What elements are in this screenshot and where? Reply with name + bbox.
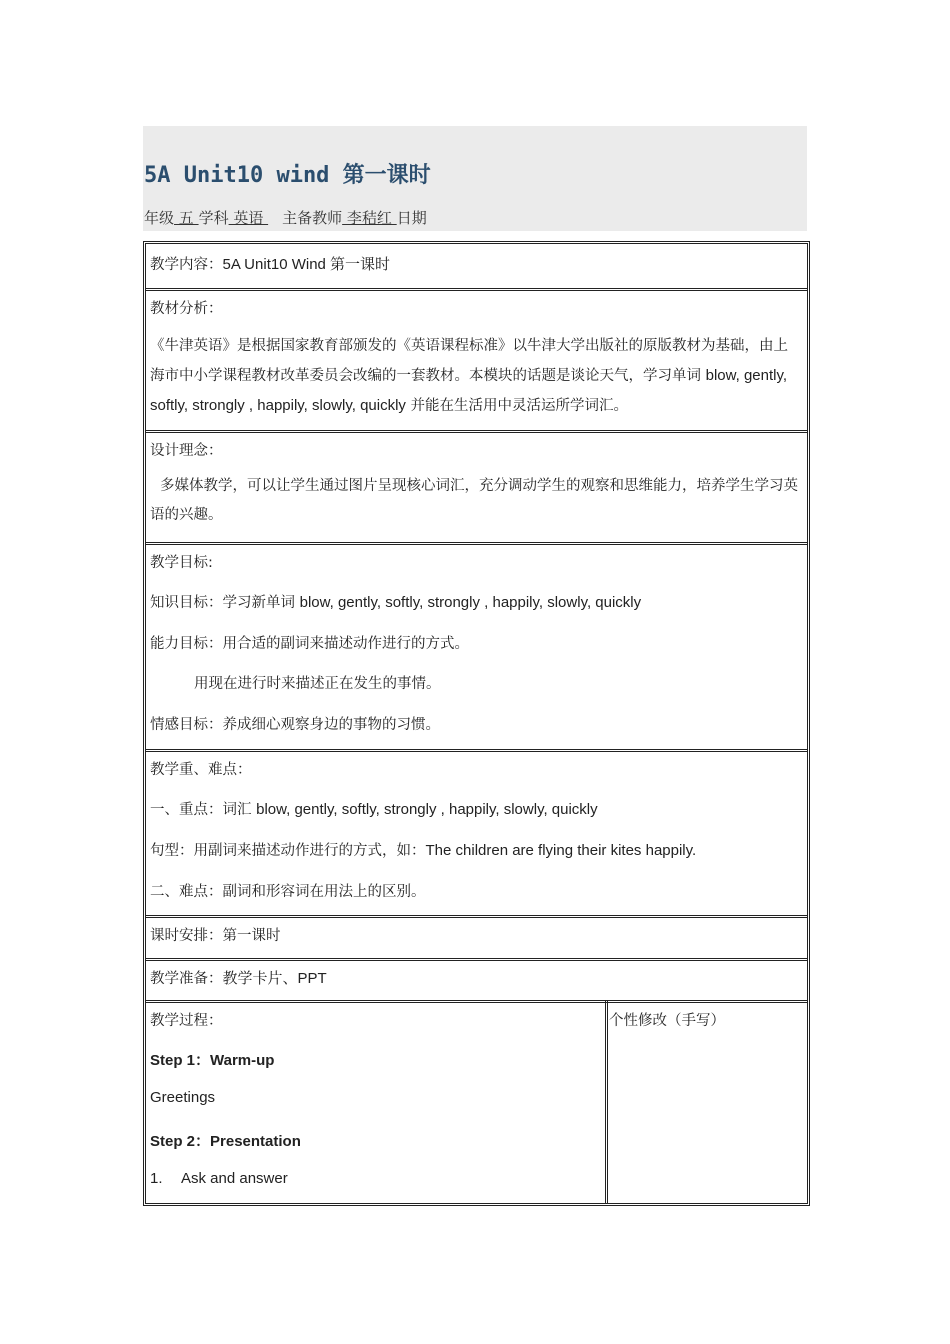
section-objectives <box>146 542 807 752</box>
section-key-points <box>146 749 807 918</box>
analysis-label: 教材分析： <box>150 301 223 317</box>
schedule-label: 课时安排： <box>150 928 223 944</box>
section-concept <box>146 430 807 545</box>
knowledge-goal <box>150 591 641 612</box>
objectives-label: 教学目标: <box>150 555 213 571</box>
section-schedule <box>146 915 807 961</box>
key-point-row <box>150 798 598 819</box>
list-item <box>150 1170 288 1187</box>
greetings-text: Greetings <box>150 1089 216 1106</box>
grade-value: 五 <box>174 209 199 227</box>
process-label: 教学过程： <box>150 1013 223 1029</box>
content-label: 教学内容： <box>150 257 223 273</box>
concept-label: 设计理念： <box>150 443 223 459</box>
pattern-example: The children are flying their kites happily. <box>425 842 697 859</box>
difficult-point: 二、难点：副词和形容词在用法上的区别。 <box>150 884 426 900</box>
column-divider <box>605 1000 608 1203</box>
knowledge-words: blow, gently, softly, strongly , happily, slowly, quickly <box>299 594 642 611</box>
teacher-value: 李秸红 <box>342 209 397 227</box>
subject-label: 学科 <box>198 209 229 227</box>
content-value: 5A Unit10 Wind 第一课时 <box>222 256 391 273</box>
knowledge-label: 知识目标：学习新单词 <box>150 595 300 611</box>
lesson-plan-table <box>143 241 810 1206</box>
date-label: 日期 <box>396 209 427 227</box>
analysis-text <box>150 332 801 421</box>
schedule-row <box>150 924 281 945</box>
preparation-label: 教学准备： <box>150 971 223 987</box>
ability-goal-1: 能力目标：用合适的副词来描述动作进行的方式。 <box>150 636 469 652</box>
analysis-text-b: 并能在生活用中灵活运所学词汇。 <box>405 398 629 414</box>
key-label: 一、重点：词汇 <box>150 802 257 818</box>
page-title: 5A Unit10 wind 第一课时 <box>144 163 431 188</box>
preparation-value: 教学卡片、PPT <box>222 970 327 987</box>
key-points-label: 教学重、难点： <box>150 762 252 778</box>
section-analysis <box>146 288 807 433</box>
emotion-goal: 情感目标：养成细心观察身边的事物的习惯。 <box>150 717 440 733</box>
grade-label: 年级 <box>144 209 175 227</box>
personal-notes-label: 个性修改（手写） <box>609 1013 725 1029</box>
preparation-row <box>150 967 327 988</box>
content-row <box>150 253 390 274</box>
key-words: blow, gently, softly, strongly , happily, slowly, quickly <box>256 801 598 818</box>
subject-value: 英语 <box>228 209 269 227</box>
list-item-text: Ask and answer <box>181 1170 288 1187</box>
concept-text: 多媒体教学，可以让学生通过图片呈现核心词汇，充分调动学生的观察和思维能力，培养学生学习英语的兴趣。 <box>150 478 798 523</box>
analysis-text-a: 《牛津英语》是根据国家教育部颁发的《英语课程标准》以牛津大学出版社的原版教材为基础，由上海市中小学课程教材改革委员会改编的一套教材。本模块的话题是谈论天气，学习单词 <box>150 338 788 384</box>
step-2-heading: Step 2：Presentation <box>150 1133 301 1150</box>
teacher-label: 主备教师 <box>282 209 343 227</box>
section-process <box>146 1000 807 1203</box>
sentence-pattern-row <box>150 839 696 860</box>
step-1-heading: Step 1：Warm-up <box>150 1052 275 1069</box>
section-content <box>146 244 807 291</box>
list-item-number: 1. <box>150 1170 163 1187</box>
meta-line <box>144 207 427 228</box>
ability-goal-2: 用现在进行时来描述正在发生的事情。 <box>194 676 441 692</box>
analysis-words: blow, gently, softly, strongly , happily, slowly, quickly <box>150 367 788 414</box>
pattern-label: 句型：用副词来描述动作进行的方式，如： <box>150 843 426 859</box>
section-preparation <box>146 958 807 1003</box>
schedule-value: 第一课时 <box>222 928 281 944</box>
